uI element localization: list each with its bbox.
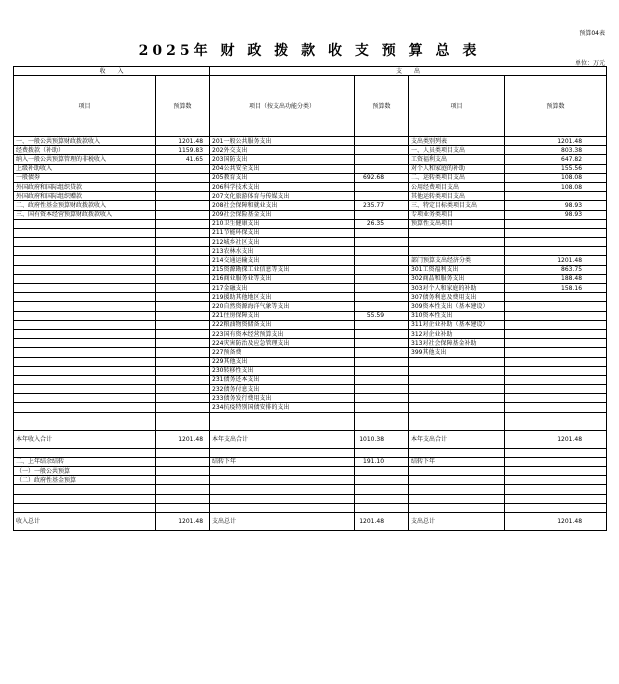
table-row xyxy=(14,228,607,237)
income-amount-cell xyxy=(156,412,210,430)
func-amount-cell xyxy=(355,302,409,311)
econ-amount-cell xyxy=(505,247,607,256)
econ-item-cell: 工资福利支出 xyxy=(409,155,505,164)
econ-amount-cell: 98.93 xyxy=(505,210,607,219)
table-row xyxy=(14,366,607,375)
econ-item-cell xyxy=(409,503,505,512)
income-amount-cell: 1159.83 xyxy=(156,146,210,155)
func-item-cell xyxy=(210,412,355,430)
econ-item-cell xyxy=(409,403,505,412)
econ-amount-cell: 863.75 xyxy=(505,265,607,274)
income-amount-cell xyxy=(156,265,210,274)
func-item-cell: 216商业服务业等支出 xyxy=(210,274,355,283)
econ-item-cell: 311对企业补助（基本建设） xyxy=(409,320,505,329)
income-amount-cell xyxy=(156,228,210,237)
func-item-cell: 204公共安全支出 xyxy=(210,164,355,173)
table-row xyxy=(14,238,607,247)
table-row xyxy=(14,173,607,182)
func-item-cell xyxy=(210,494,355,503)
table-row xyxy=(14,265,607,274)
econ-item-cell: 三、特定目标类项目支出 xyxy=(409,201,505,210)
econ-amount-cell xyxy=(505,339,607,348)
econ-amount-cell: 188.48 xyxy=(505,274,607,283)
func-amount-header: 预算数 xyxy=(355,76,409,137)
econ-amount-cell xyxy=(505,494,607,503)
income-amount-cell xyxy=(156,284,210,293)
econ-item-cell xyxy=(409,375,505,384)
econ-item-cell: 309资本性支出（基本建设） xyxy=(409,302,505,311)
func-amount-cell xyxy=(355,412,409,430)
blank-row xyxy=(14,448,607,457)
income-item-cell: 上级补助收入 xyxy=(14,164,156,173)
income-item-cell xyxy=(14,503,156,512)
func-amount-cell xyxy=(355,476,409,485)
year-total-row xyxy=(14,430,607,448)
income-item-cell xyxy=(14,385,156,394)
econ-item-cell: 399其他支出 xyxy=(409,348,505,357)
econ-amount-cell xyxy=(505,320,607,329)
econ-amount-cell: 1201.48 xyxy=(505,512,607,530)
econ-amount-cell xyxy=(505,357,607,366)
table-row xyxy=(14,403,607,412)
income-item-cell xyxy=(14,485,156,494)
econ-item-cell: 专项业务类项目 xyxy=(409,210,505,219)
func-amount-cell: 692.68 xyxy=(355,173,409,182)
func-item-cell xyxy=(210,467,355,476)
income-item-cell: 二、政府性基金预算财政拨款收入 xyxy=(14,201,156,210)
func-item-cell: 233债务发行费用支出 xyxy=(210,394,355,403)
func-amount-cell: 1010.38 xyxy=(355,430,409,448)
func-item-cell: 234抗疫特别国债安排的支出 xyxy=(210,403,355,412)
income-amount-cell xyxy=(156,311,210,320)
income-item-cell xyxy=(14,302,156,311)
func-item-cell xyxy=(210,503,355,512)
table-row xyxy=(14,274,607,283)
income-amount-cell xyxy=(156,467,210,476)
income-item-cell: 本年收入合计 xyxy=(14,430,156,448)
econ-amount-cell xyxy=(505,293,607,302)
table-row xyxy=(14,164,607,173)
func-item-cell: 201一般公共服务支出 xyxy=(210,137,355,146)
func-item-cell: 227预备费 xyxy=(210,348,355,357)
table-row xyxy=(14,357,607,366)
income-amount-cell xyxy=(156,173,210,182)
income-item-cell: 一般债券 xyxy=(14,173,156,182)
econ-item-cell: 支出类别列表 xyxy=(409,137,505,146)
econ-item-cell: 预算性支出项目 xyxy=(409,219,505,228)
econ-amount-cell xyxy=(505,311,607,320)
func-amount-cell xyxy=(355,274,409,283)
table-row xyxy=(14,201,607,210)
econ-item-cell: 303对个人和家庭的补助 xyxy=(409,284,505,293)
table-row xyxy=(14,375,607,384)
income-amount-cell xyxy=(156,302,210,311)
func-item-cell: 本年支出合计 xyxy=(210,430,355,448)
expense-section-header: 支 出 xyxy=(210,67,607,76)
econ-item-cell: 其他运转类项目支出 xyxy=(409,192,505,201)
econ-item-cell xyxy=(409,467,505,476)
income-amount-cell xyxy=(156,366,210,375)
income-item-cell xyxy=(14,494,156,503)
func-amount-cell xyxy=(355,293,409,302)
carryover-row xyxy=(14,476,607,485)
income-amount-cell: 1201.48 xyxy=(156,430,210,448)
carryover-row xyxy=(14,494,607,503)
econ-item-cell: 部门预算支出经济分类 xyxy=(409,256,505,265)
func-amount-cell xyxy=(355,485,409,494)
section-header-row xyxy=(14,67,607,76)
form-number: 预算04表 xyxy=(579,30,605,37)
func-amount-cell xyxy=(355,228,409,237)
func-amount-cell xyxy=(355,467,409,476)
income-amount-cell xyxy=(156,485,210,494)
func-amount-cell xyxy=(355,329,409,338)
func-amount-cell xyxy=(355,375,409,384)
econ-item-cell xyxy=(409,412,505,430)
table-row xyxy=(14,192,607,201)
econ-amount-cell xyxy=(505,448,607,457)
budget-table xyxy=(13,66,607,531)
income-item-cell: 一、一般公共预算财政拨款收入 xyxy=(14,137,156,146)
func-item-cell: 210卫生健康支出 xyxy=(210,219,355,228)
func-item-cell: 结转下年 xyxy=(210,457,355,466)
econ-amount-cell: 1201.48 xyxy=(505,430,607,448)
income-item-cell xyxy=(14,348,156,357)
table-row xyxy=(14,146,607,155)
func-amount-cell xyxy=(355,256,409,265)
econ-amount-cell: 108.08 xyxy=(505,173,607,182)
income-item-cell xyxy=(14,320,156,329)
econ-amount-cell xyxy=(505,366,607,375)
econ-amount-cell xyxy=(505,503,607,512)
func-amount-cell xyxy=(355,284,409,293)
func-amount-cell xyxy=(355,339,409,348)
econ-amount-cell xyxy=(505,457,607,466)
table-row xyxy=(14,182,607,191)
income-amount-cell xyxy=(156,339,210,348)
func-amount-cell xyxy=(355,210,409,219)
income-amount-cell xyxy=(156,164,210,173)
carryover-row xyxy=(14,485,607,494)
income-item-cell xyxy=(14,219,156,228)
income-amount-cell xyxy=(156,503,210,512)
econ-item-cell xyxy=(409,476,505,485)
income-item-cell xyxy=(14,357,156,366)
econ-item-cell xyxy=(409,485,505,494)
func-amount-cell xyxy=(355,385,409,394)
table-row xyxy=(14,155,607,164)
income-item-cell xyxy=(14,293,156,302)
func-item-cell: 231债务还本支出 xyxy=(210,375,355,384)
econ-item-cell: 本年支出合计 xyxy=(409,430,505,448)
func-amount-cell: 55.59 xyxy=(355,311,409,320)
income-amount-cell xyxy=(156,238,210,247)
econ-item-cell: 结转下年 xyxy=(409,457,505,466)
income-amount-cell xyxy=(156,494,210,503)
func-item-cell: 207文化旅游体育与传媒支出 xyxy=(210,192,355,201)
econ-amount-cell: 1201.48 xyxy=(505,256,607,265)
func-item-cell: 214交通运输支出 xyxy=(210,256,355,265)
income-amount-cell xyxy=(156,375,210,384)
income-item-cell: （二）政府性基金预算 xyxy=(14,476,156,485)
func-item-cell: 213农林水支出 xyxy=(210,247,355,256)
income-amount-cell xyxy=(156,329,210,338)
income-item-cell xyxy=(14,228,156,237)
econ-item-cell xyxy=(409,228,505,237)
econ-item-cell xyxy=(409,238,505,247)
income-item-cell xyxy=(14,375,156,384)
table-row xyxy=(14,329,607,338)
econ-item-cell xyxy=(409,247,505,256)
econ-amount-header: 预算数 xyxy=(505,76,607,137)
econ-item-cell xyxy=(409,366,505,375)
func-amount-cell xyxy=(355,403,409,412)
income-amount-cell xyxy=(156,274,210,283)
table-row xyxy=(14,210,607,219)
func-amount-cell xyxy=(355,494,409,503)
func-item-cell: 229其他支出 xyxy=(210,357,355,366)
func-item-cell: 217金融支出 xyxy=(210,284,355,293)
income-amount-cell xyxy=(156,348,210,357)
income-amount-cell: 41.65 xyxy=(156,155,210,164)
func-amount-cell xyxy=(355,137,409,146)
income-amount-header: 预算数 xyxy=(156,76,210,137)
econ-amount-cell xyxy=(505,467,607,476)
func-item-cell: 215资源勘探工业信息等支出 xyxy=(210,265,355,274)
func-amount-cell xyxy=(355,503,409,512)
econ-amount-cell xyxy=(505,348,607,357)
econ-amount-cell xyxy=(505,219,607,228)
econ-amount-cell xyxy=(505,228,607,237)
func-amount-cell xyxy=(355,348,409,357)
func-amount-cell xyxy=(355,247,409,256)
income-amount-cell xyxy=(156,219,210,228)
func-item-cell xyxy=(210,485,355,494)
income-amount-cell xyxy=(156,210,210,219)
income-amount-cell xyxy=(156,357,210,366)
econ-amount-cell xyxy=(505,394,607,403)
func-amount-cell: 26.35 xyxy=(355,219,409,228)
func-item-header: 项目（按支出功能分类） xyxy=(210,76,355,137)
income-amount-cell xyxy=(156,247,210,256)
income-item-cell xyxy=(14,403,156,412)
func-item-cell: 203国防支出 xyxy=(210,155,355,164)
carryover-row xyxy=(14,457,607,466)
table-row xyxy=(14,385,607,394)
econ-item-cell xyxy=(409,357,505,366)
func-item-cell: 221住房保障支出 xyxy=(210,311,355,320)
table-row xyxy=(14,348,607,357)
table-row xyxy=(14,137,607,146)
func-item-cell: 205教育支出 xyxy=(210,173,355,182)
income-item-cell xyxy=(14,412,156,430)
blank-row xyxy=(14,412,607,430)
table-row xyxy=(14,284,607,293)
econ-amount-cell xyxy=(505,403,607,412)
func-item-cell: 202外交支出 xyxy=(210,146,355,155)
income-amount-cell xyxy=(156,256,210,265)
func-item-cell: 208社会保障和就业支出 xyxy=(210,201,355,210)
income-item-cell xyxy=(14,394,156,403)
income-item-cell xyxy=(14,329,156,338)
econ-amount-cell: 1201.48 xyxy=(505,137,607,146)
econ-amount-cell xyxy=(505,238,607,247)
func-amount-cell xyxy=(355,182,409,191)
income-amount-cell xyxy=(156,192,210,201)
econ-item-cell: 312对企业补助 xyxy=(409,329,505,338)
econ-item-cell: 310资本性支出 xyxy=(409,311,505,320)
func-item-cell: 212城乡社区支出 xyxy=(210,238,355,247)
func-item-cell xyxy=(210,476,355,485)
func-amount-cell: 1201.48 xyxy=(355,512,409,530)
table-row xyxy=(14,247,607,256)
econ-amount-cell: 647.82 xyxy=(505,155,607,164)
func-item-cell: 206科学技术支出 xyxy=(210,182,355,191)
table-row xyxy=(14,339,607,348)
grand-total-row xyxy=(14,512,607,530)
func-item-cell: 支出总计 xyxy=(210,512,355,530)
econ-item-cell xyxy=(409,448,505,457)
econ-amount-cell: 158.16 xyxy=(505,284,607,293)
func-item-cell: 222粮油物资储备支出 xyxy=(210,320,355,329)
income-item-cell xyxy=(14,238,156,247)
income-amount-cell: 1201.48 xyxy=(156,137,210,146)
econ-item-cell: 二、运转类项目支出 xyxy=(409,173,505,182)
func-amount-cell: 235.77 xyxy=(355,201,409,210)
func-amount-cell xyxy=(355,155,409,164)
econ-amount-cell xyxy=(505,385,607,394)
econ-item-cell: 301工资福利支出 xyxy=(409,265,505,274)
func-amount-cell xyxy=(355,320,409,329)
income-item-cell xyxy=(14,256,156,265)
income-item-cell xyxy=(14,311,156,320)
income-item-cell xyxy=(14,366,156,375)
income-amount-cell xyxy=(156,448,210,457)
econ-amount-cell: 108.08 xyxy=(505,182,607,191)
econ-amount-cell xyxy=(505,485,607,494)
income-item-cell xyxy=(14,339,156,348)
func-item-cell xyxy=(210,448,355,457)
income-item-cell xyxy=(14,265,156,274)
func-amount-cell xyxy=(355,394,409,403)
income-item-cell: 纳入一般公共预算管理的非税收入 xyxy=(14,155,156,164)
unit-label: 单位：万元 xyxy=(574,60,605,67)
page-title: 2025年 财 政 拨 款 收 支 预 算 总 表 xyxy=(138,43,481,59)
econ-item-cell: 公用经费项目支出 xyxy=(409,182,505,191)
econ-amount-cell xyxy=(505,476,607,485)
econ-item-cell xyxy=(409,394,505,403)
func-item-cell: 219援助其他地区支出 xyxy=(210,293,355,302)
table-row xyxy=(14,256,607,265)
income-section-header: 收 入 xyxy=(14,67,210,76)
econ-amount-cell: 98.93 xyxy=(505,201,607,210)
func-amount-cell xyxy=(355,146,409,155)
func-amount-cell xyxy=(355,164,409,173)
income-item-cell: 外国政府和国际组织贷款 xyxy=(14,182,156,191)
income-item-cell: 外国政府和国际组织赠款 xyxy=(14,192,156,201)
income-item-cell xyxy=(14,247,156,256)
carryover-row xyxy=(14,467,607,476)
income-amount-cell xyxy=(156,201,210,210)
income-amount-cell xyxy=(156,385,210,394)
func-item-cell: 211节能环保支出 xyxy=(210,228,355,237)
func-item-cell: 220自然资源海洋气象等支出 xyxy=(210,302,355,311)
econ-item-cell xyxy=(409,494,505,503)
income-item-header: 项目 xyxy=(14,76,156,137)
table-row xyxy=(14,311,607,320)
func-amount-cell: 191.10 xyxy=(355,457,409,466)
func-amount-cell xyxy=(355,448,409,457)
table-row xyxy=(14,394,607,403)
func-amount-cell xyxy=(355,265,409,274)
econ-item-header: 项目 xyxy=(409,76,505,137)
income-item-cell xyxy=(14,284,156,293)
func-amount-cell xyxy=(355,357,409,366)
econ-amount-cell xyxy=(505,375,607,384)
income-item-cell: 三、国有资本经营预算财政拨款收入 xyxy=(14,210,156,219)
income-item-cell: 收入总计 xyxy=(14,512,156,530)
econ-amount-cell xyxy=(505,412,607,430)
func-item-cell: 209社会保险基金支出 xyxy=(210,210,355,219)
econ-item-cell: 一、人员类项目支出 xyxy=(409,146,505,155)
income-item-cell: 二、上年结余结转 xyxy=(14,457,156,466)
income-item-cell: 经费拨款（补助） xyxy=(14,146,156,155)
column-header-row xyxy=(14,76,607,137)
econ-item-cell: 307债务利息及费用支出 xyxy=(409,293,505,302)
func-amount-cell xyxy=(355,366,409,375)
func-amount-cell xyxy=(355,192,409,201)
econ-amount-cell xyxy=(505,192,607,201)
econ-item-cell: 支出总计 xyxy=(409,512,505,530)
income-amount-cell xyxy=(156,476,210,485)
econ-item-cell: 302商品和服务支出 xyxy=(409,274,505,283)
table-row xyxy=(14,320,607,329)
func-item-cell: 232债务付息支出 xyxy=(210,385,355,394)
func-item-cell: 230转移性支出 xyxy=(210,366,355,375)
table-row xyxy=(14,302,607,311)
income-amount-cell xyxy=(156,320,210,329)
income-amount-cell xyxy=(156,403,210,412)
income-amount-cell: 1201.48 xyxy=(156,512,210,530)
income-amount-cell xyxy=(156,182,210,191)
econ-item-cell: 对个人和家庭的补助 xyxy=(409,164,505,173)
econ-amount-cell: 803.38 xyxy=(505,146,607,155)
income-amount-cell xyxy=(156,457,210,466)
carryover-row xyxy=(14,503,607,512)
income-amount-cell xyxy=(156,293,210,302)
econ-amount-cell xyxy=(505,329,607,338)
income-item-cell xyxy=(14,274,156,283)
income-amount-cell xyxy=(156,394,210,403)
table-row xyxy=(14,293,607,302)
econ-amount-cell xyxy=(505,302,607,311)
func-item-cell: 224灾害防治及应急管理支出 xyxy=(210,339,355,348)
income-item-cell: （一）一般公共预算 xyxy=(14,467,156,476)
econ-item-cell: 313对社会保障基金补助 xyxy=(409,339,505,348)
income-item-cell xyxy=(14,448,156,457)
econ-amount-cell: 155.56 xyxy=(505,164,607,173)
func-item-cell: 223国有资本经营预算支出 xyxy=(210,329,355,338)
econ-item-cell xyxy=(409,385,505,394)
table-row xyxy=(14,219,607,228)
func-amount-cell xyxy=(355,238,409,247)
